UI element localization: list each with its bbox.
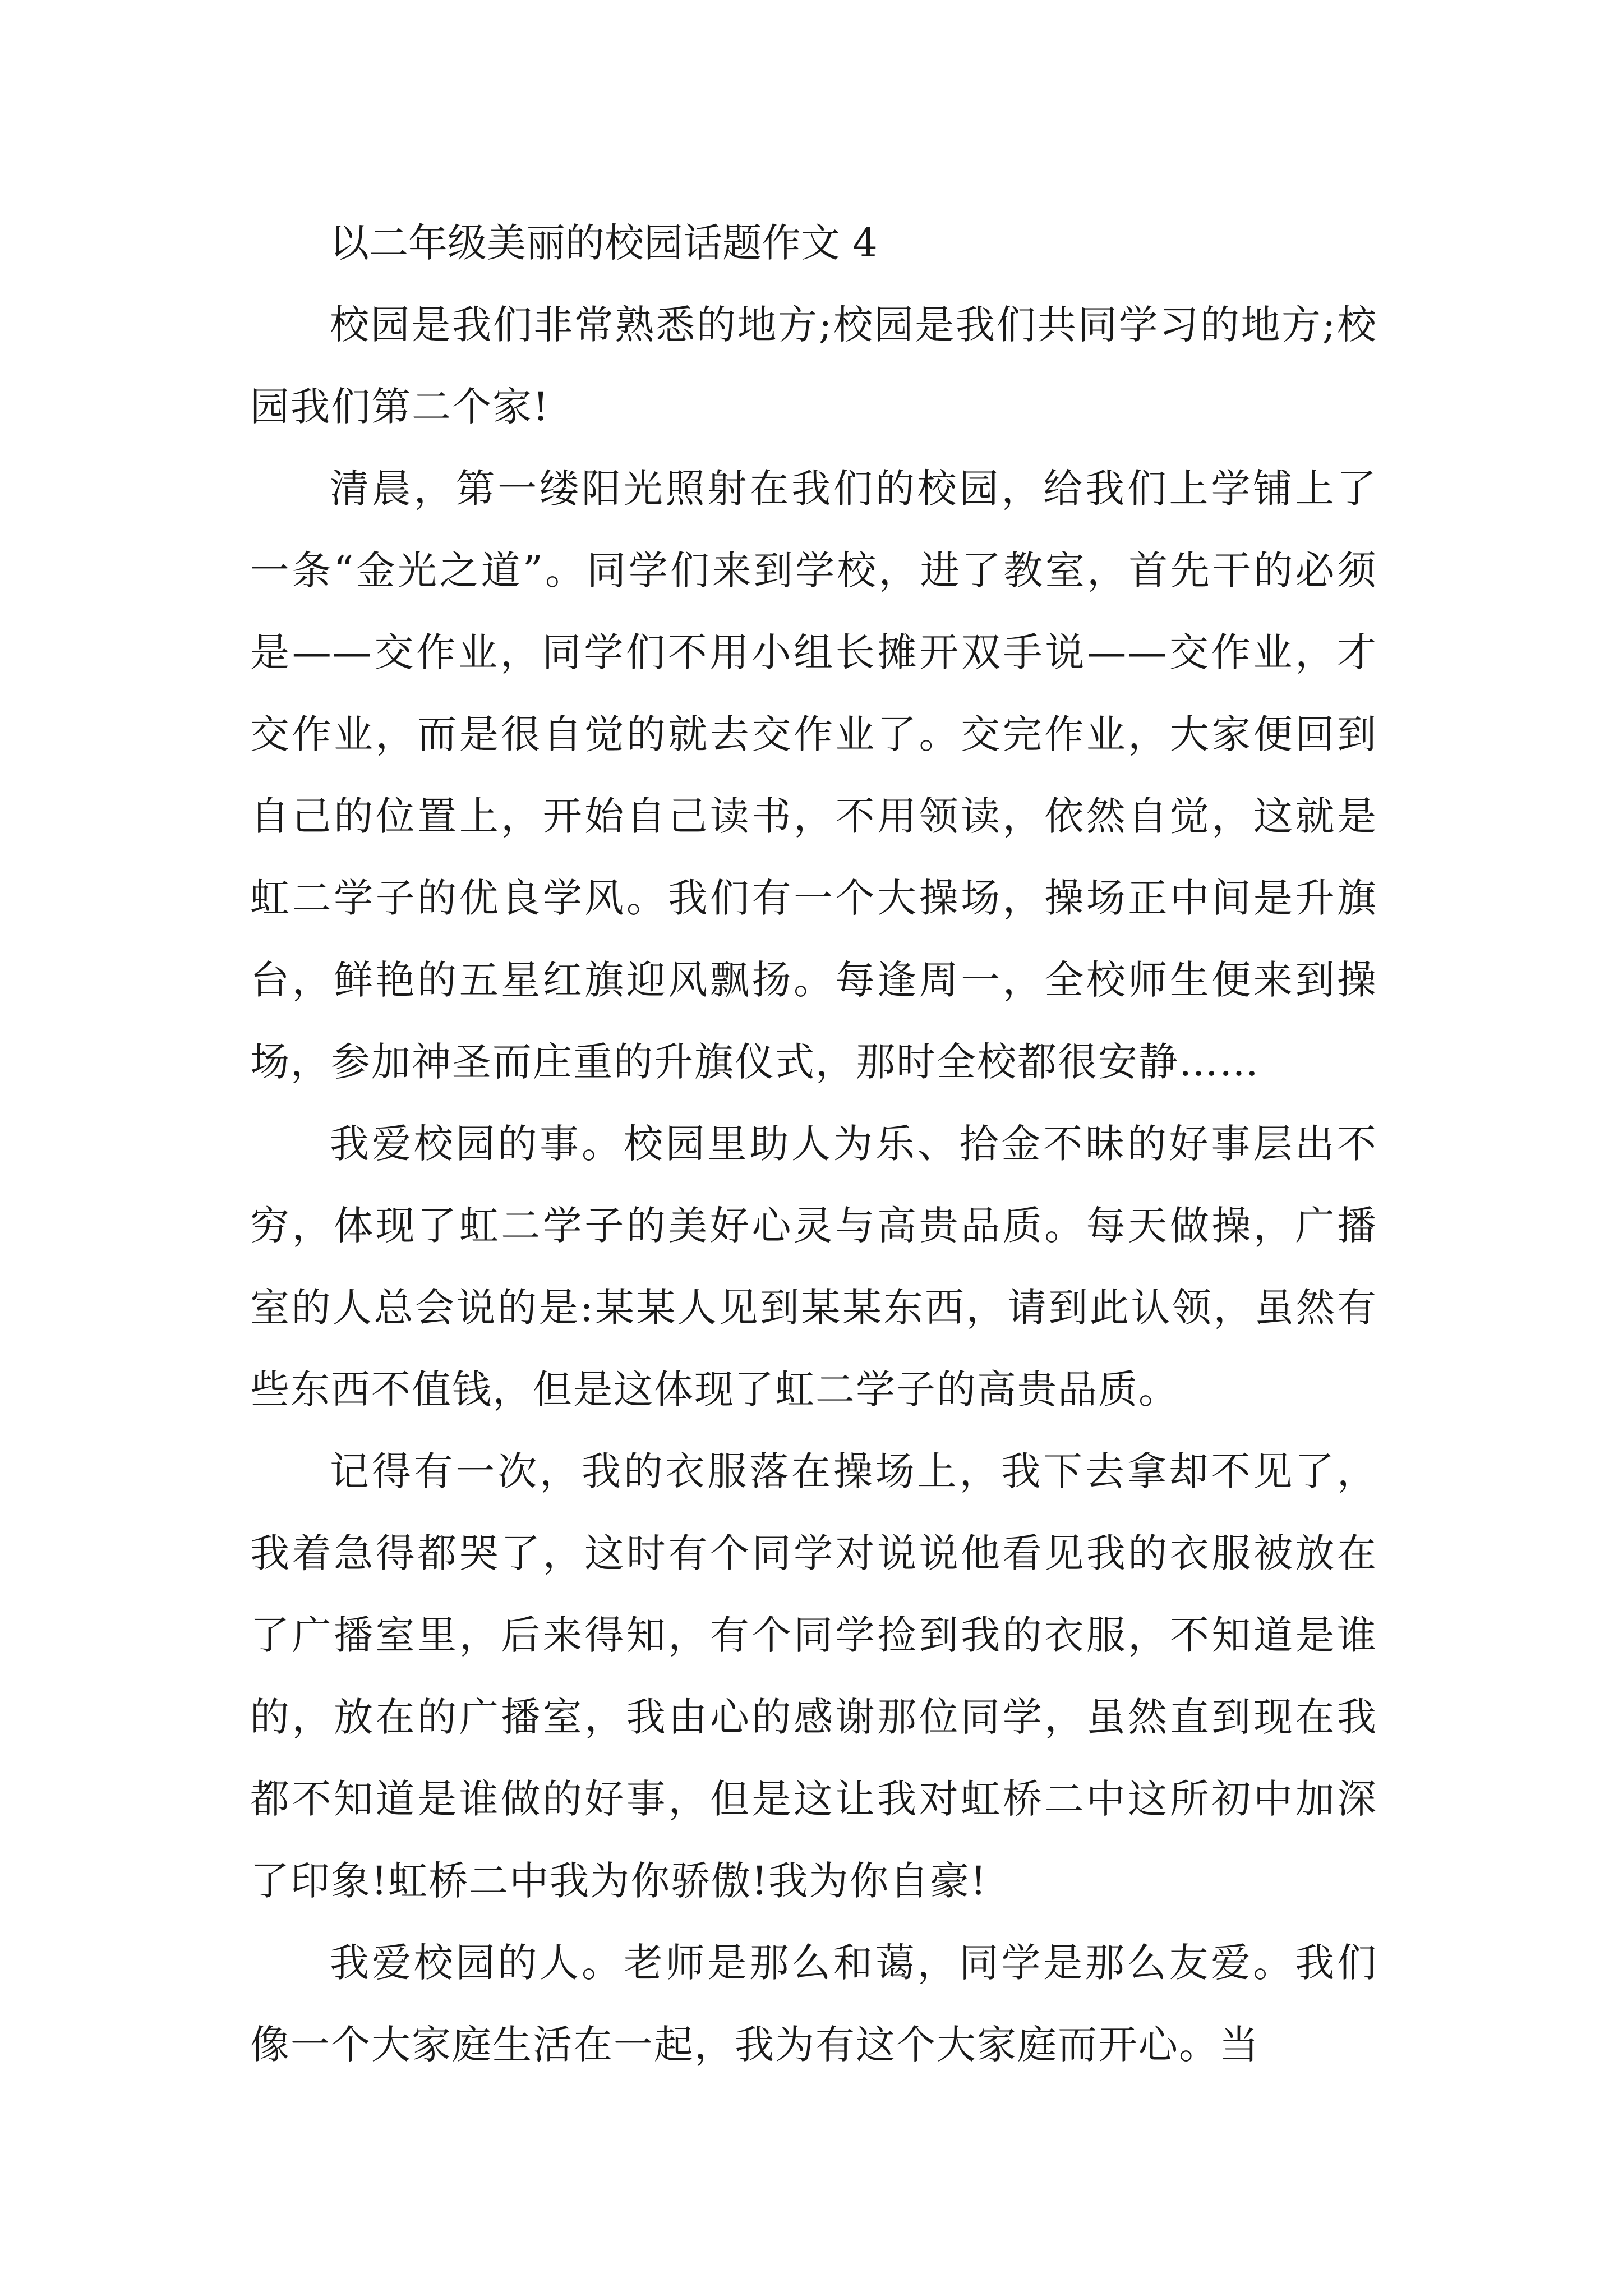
paragraph-good-deeds: 我爱校园的事。校园里助人为乐、拾金不昧的好事层出不穷，体现了虹二学子的美好心灵与高贵品质。每天做操，广播室的人总会说的是:某某人见到某某东西，请到此认领，虽然有些东西不值钱，但是这体现了虹二学子的高贵品质。 [250,1121,1377,1412]
document-body [250,202,1377,2086]
paragraph-people: 我爱校园的人。老师是那么和蔼，同学是那么友爱。我们像一个大家庭生活在一起，我为有这个大家庭而开心。当 [250,1940,1377,2068]
paragraph-morning: 清晨，第一缕阳光照射在我们的校园，给我们上学铺上了一条“金光之道”。同学们来到学校，进了教室，首先干的必须是——交作业，同学们不用小组长摊开双手说——交作业，才交作业，而是很自觉的就去交作业了。交完作业，大家便回到自己的位置上，开始自己读书，不用领读，依然自觉，这就是虹二学子的优良学风。我们有一个大操场，操场正中间是升旗台，鲜艳的五星红旗迎风飘扬。每逢周一，全校师生便来到操场，参加神圣而庄重的升旗仪式，那时全校都很安静…… [250,466,1377,1085]
paragraph-intro: 校园是我们非常熟悉的地方;校园是我们共同学习的地方;校园我们第二个家! [250,302,1377,430]
document-title: 以二年级美丽的校园话题作文 4 [330,220,878,266]
paragraph-lost-clothes: 记得有一次，我的衣服落在操场上，我下去拿却不见了，我着急得都哭了，这时有个同学对说说他看见我的衣服被放在了广播室里，后来得知，有个同学捡到我的衣服，不知道是谁的，放在的广播室，我由心的感谢那位同学，虽然直到现在我都不知道是谁做的好事，但是这让我对虹桥二中这所初中加深了印象!虹桥二中我为你骄傲!我为你自豪! [250,1448,1377,1904]
